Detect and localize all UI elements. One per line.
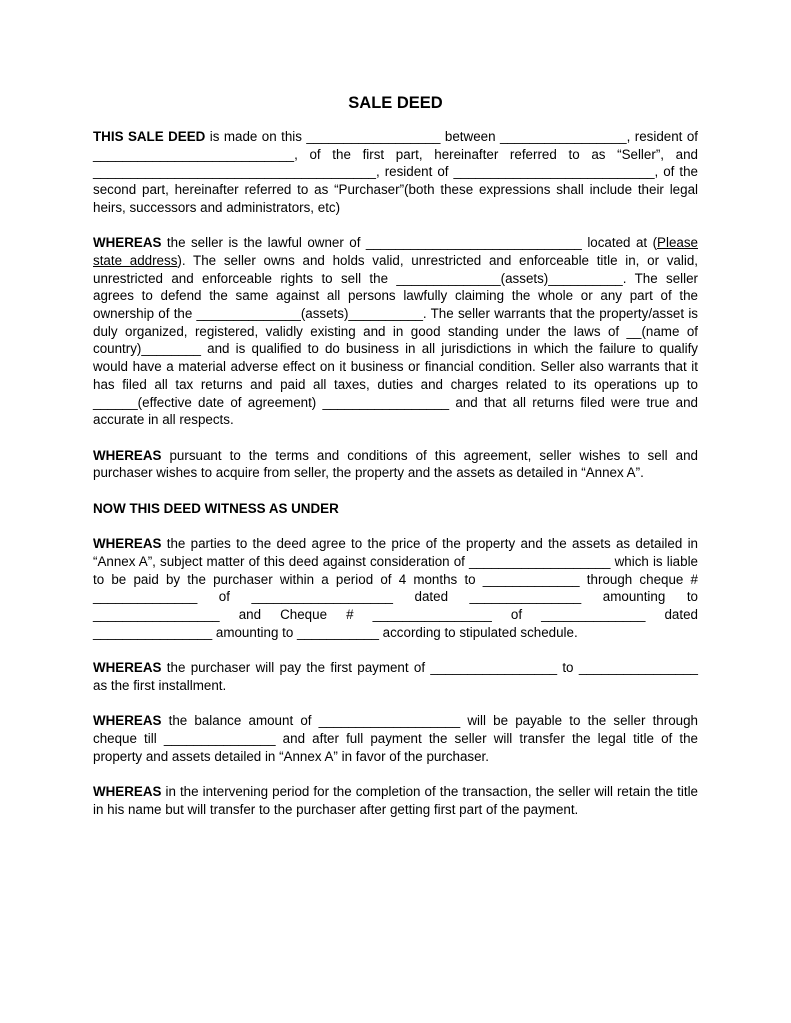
paragraph-consideration (93, 535, 698, 641)
paragraph-lead: WHEREAS (93, 660, 162, 676)
paragraph-ownership (93, 234, 698, 429)
paragraph-text: the seller is the lawful owner of _____________________________ located at ( (161, 235, 658, 251)
paragraph-text: the balance amount of ___________________ will be payable to the seller through cheque till _______________ and after full payment the seller will transfer the legal title of the property and assets detailed in “Annex A” in favor of the purchaser. (93, 713, 698, 764)
paragraph-lead: WHEREAS (93, 536, 162, 552)
paragraph-balance (93, 712, 698, 765)
document-page (93, 93, 698, 836)
paragraph-lead: WHEREAS (93, 783, 162, 799)
document-title: SALE DEED (348, 94, 443, 112)
paragraph-text: the parties to the deed agree to the price of the property and the assets as detailed in “Annex A”, subject matter of this deed against consideration of ___________________ which is liable to be paid by the purchaser within a period of 4 months to _____________ through cheque # ______________ of ___________________ dated _______________ amounting to _________________ and Cheque # ________________ of ______________ dated ________________ amounting to ___________ according to stipulated schedule. (93, 536, 698, 640)
paragraph-lead: WHEREAS (93, 235, 162, 251)
paragraph-intent (93, 447, 698, 482)
paragraph-title-retention (93, 783, 698, 818)
paragraph-text: ). The seller owns and holds valid, unrestricted and enforceable title in, or valid, unrestricted and enforceable rights to sell the ______________(assets)__________. The seller agrees to defend the same against all persons lawfully claiming the whole or any part of the ownership of the ______________(assets)__________. The seller warrants that the property/asset is duly organized, registered, validly existing and in good standing under the laws of __(name of country)________ and is qualified to do business in all jurisdictions in which the failure to qualify would have a material adverse effect on it business or financial condition. Seller also warrants that it has filed all tax returns and paid all taxes, duties and charges related to its operations up to ______(effective date of agreement) _________________ and that all returns filed were true and accurate in all respects. (93, 252, 698, 428)
section-heading: NOW THIS DEED WITNESS AS UNDER (93, 500, 339, 516)
address-placeholder: Please state address (93, 235, 698, 268)
paragraph-lead: THIS SALE DEED (93, 129, 206, 144)
paragraph-parties (93, 128, 698, 217)
paragraph-first-payment (93, 659, 698, 694)
paragraph-text: pursuant to the terms and conditions of this agreement, seller wishes to sell and purchaser wishes to acquire from seller, the property and the assets as detailed in “Annex A”. (93, 447, 698, 481)
paragraph-lead: WHEREAS (93, 447, 162, 463)
paragraph-text: in the intervening period for the completion of the transaction, the seller will retain the title in his name but will transfer to the purchaser after getting first part of the payment. (93, 783, 698, 817)
paragraph-lead: WHEREAS (93, 713, 162, 729)
paragraph-text: the purchaser will pay the first payment of _________________ to ________________ as the first installment. (93, 660, 698, 693)
paragraph-text: is made on this __________________ between _________________, resident of ___________________________, of the first part, hereinafter referred to as “Seller”, and ______________________________________, resident of ___________________________, of the second part, hereinafter referred to as “Purchaser”(both these expressions shall include their legal heirs, successors and administrators, etc) (93, 129, 698, 215)
